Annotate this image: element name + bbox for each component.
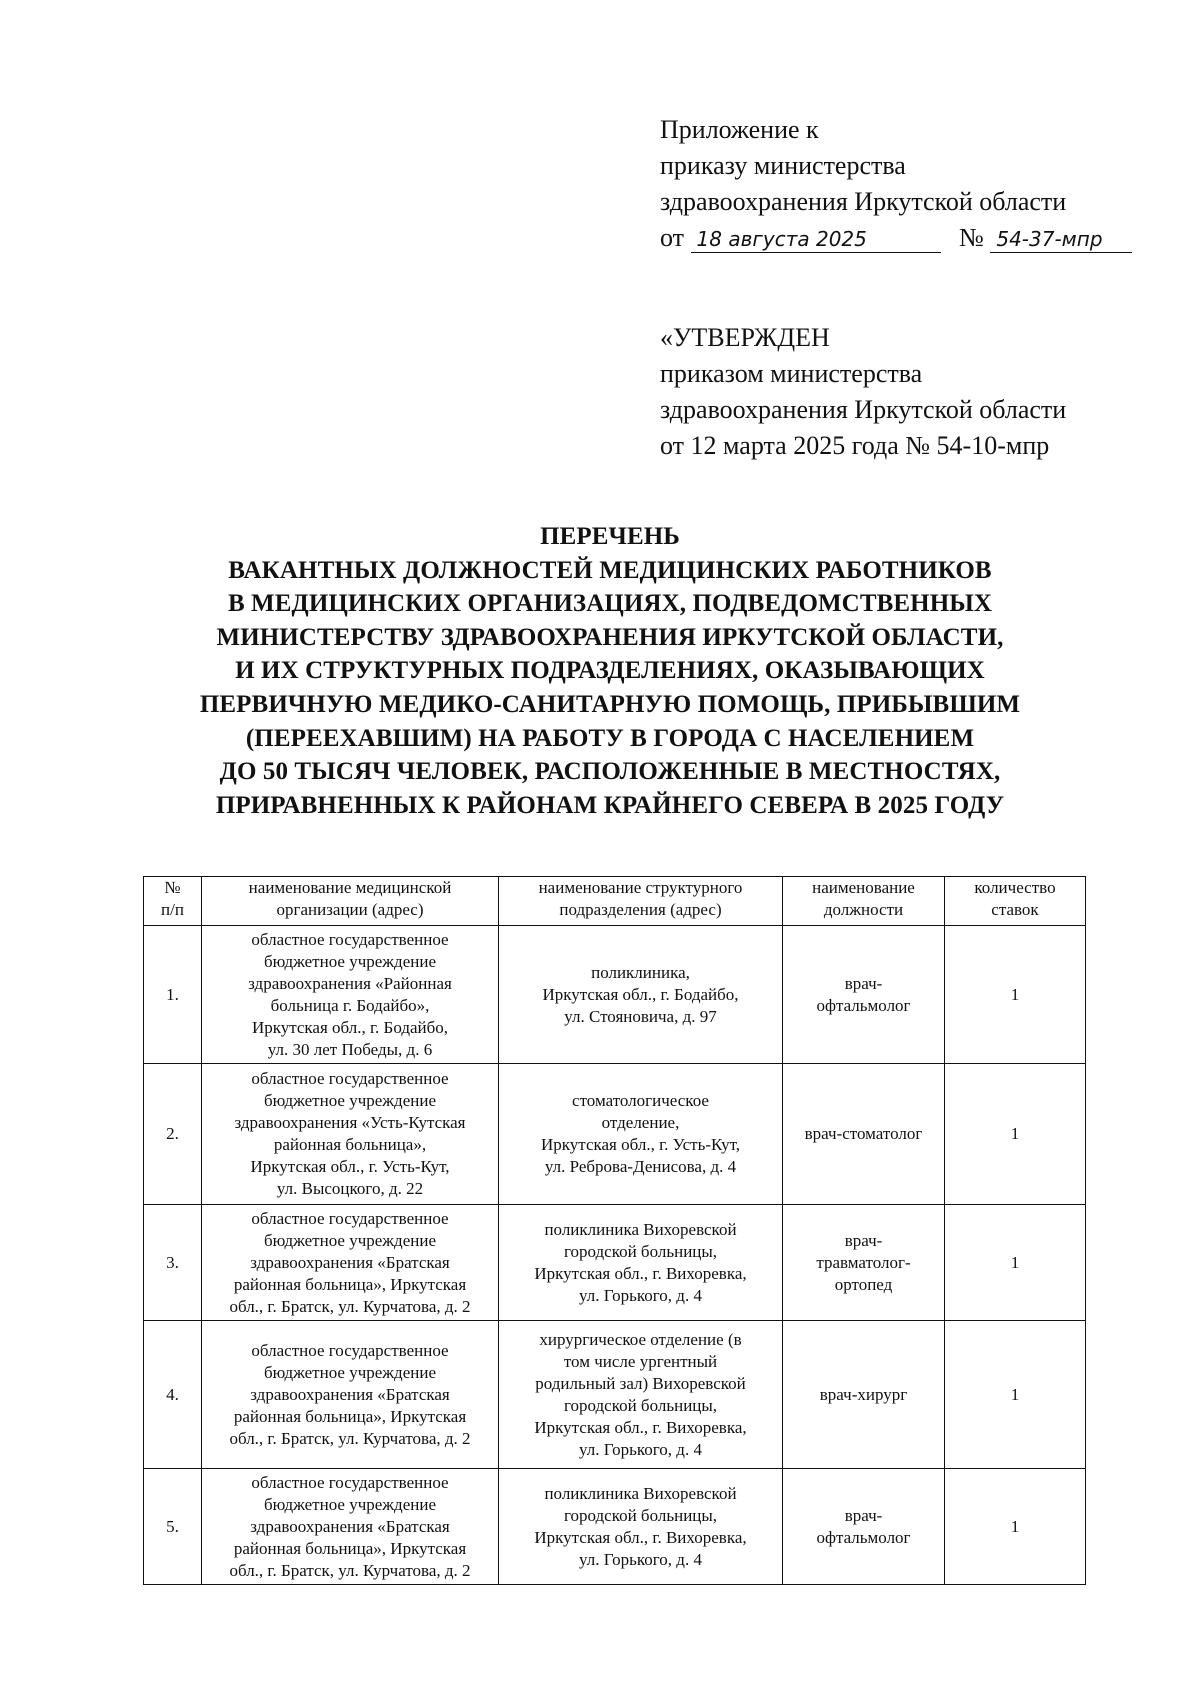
table-row — [144, 1469, 1086, 1585]
appendix-line: приказу министерства — [660, 151, 906, 180]
cell-line: бюджетное учреждение — [263, 1091, 436, 1110]
cell-line: районная больница», Иркутская — [233, 1406, 467, 1426]
cell-line: районная больница», Иркутская — [233, 1538, 467, 1558]
cell-unit — [499, 1321, 783, 1469]
table-row — [144, 926, 1086, 1064]
header-line: количество — [974, 878, 1056, 897]
cell-line: Иркутская обл., г. Бодайбо, — [251, 1017, 449, 1037]
title-line: МИНИСТЕРСТВУ ЗДРАВООХРАНЕНИЯ ИРКУТСКОЙ ОБЛАСТИ, — [216, 623, 1004, 651]
document-title — [130, 520, 1090, 822]
cell-line: ул. Горького, д. 4 — [579, 1439, 702, 1459]
vacancies-table — [143, 876, 1086, 1585]
handwritten-date: 18 августа 2025 — [691, 226, 941, 253]
cell-line: врач- — [844, 973, 883, 993]
cell-count: 1 — [945, 1469, 1086, 1585]
cell-line: врач- — [844, 1230, 883, 1250]
approved-block — [660, 320, 1066, 464]
cell-line: обл., г. Братск, ул. Курчатова, д. 2 — [229, 1296, 471, 1316]
number-prefix: № — [959, 223, 984, 252]
title-line: (ПЕРЕЕХАВШИМ) НА РАБОТУ В ГОРОДА С НАСЕЛЕНИЕМ — [245, 724, 975, 752]
header-count — [945, 877, 1086, 926]
cell-line: областное государственное — [251, 1340, 449, 1360]
table-row — [144, 1205, 1086, 1321]
cell-line: Иркутская обл., г. Вихоревка, — [534, 1527, 747, 1547]
cell-num: 3. — [144, 1205, 202, 1321]
title-line: ВАКАНТНЫХ ДОЛЖНОСТЕЙ МЕДИЦИНСКИХ РАБОТНИКОВ — [228, 556, 992, 584]
title-line: В МЕДИЦИНСКИХ ОРГАНИЗАЦИЯХ, ПОДВЕДОМСТВЕННЫХ — [227, 590, 993, 618]
cell-line: стоматологическое — [572, 1091, 709, 1110]
cell-count: 1 — [945, 1205, 1086, 1321]
cell-organization — [202, 1469, 499, 1585]
title-line: ПЕРВИЧНУЮ МЕДИКО-САНИТАРНУЮ ПОМОЩЬ, ПРИБЫВШИМ — [199, 690, 1021, 718]
cell-line: районная больница», Иркутская — [233, 1274, 467, 1294]
appendix-line: здравоохранения Иркутской области — [660, 187, 1067, 216]
cell-line: родильный зал) Вихоревской — [535, 1373, 746, 1393]
cell-line: Иркутская обл., г. Усть-Кут, — [250, 1157, 450, 1176]
header-num — [144, 877, 202, 926]
cell-line: врач-хирург — [819, 1384, 908, 1404]
cell-line: бюджетное учреждение — [263, 1362, 436, 1382]
cell-line: ул. Высоцкого, д. 22 — [276, 1179, 424, 1198]
cell-line: здравоохранения «Усть-Кутская — [234, 1113, 466, 1132]
cell-line: бюджетное учреждение — [263, 1494, 436, 1514]
cell-line: городской больницы, — [563, 1395, 718, 1415]
cell-num: 2. — [144, 1064, 202, 1205]
cell-organization — [202, 1321, 499, 1469]
cell-line: обл., г. Братск, ул. Курчатова, д. 2 — [229, 1560, 471, 1580]
cell-line: ул. Горького, д. 4 — [579, 1549, 702, 1569]
cell-line: том числе ургентный — [563, 1351, 718, 1371]
cell-unit — [499, 1469, 783, 1585]
table-row — [144, 1064, 1086, 1205]
cell-line: здравоохранения «Районная — [248, 973, 452, 993]
header-line: организации (адрес) — [276, 900, 424, 919]
cell-line: здравоохранения «Братская — [250, 1516, 450, 1536]
header-line: должности — [823, 900, 904, 919]
header-line: подразделения (адрес) — [559, 900, 722, 919]
header-line: № — [164, 878, 181, 897]
cell-position — [783, 1205, 945, 1321]
cell-line: районная больница», — [273, 1135, 427, 1154]
cell-line: поликлиника Вихоревской — [544, 1483, 737, 1503]
cell-line: городской больницы, — [563, 1241, 718, 1261]
header-line: наименование структурного — [538, 878, 743, 897]
cell-position — [783, 1064, 945, 1205]
cell-line: бюджетное учреждение — [263, 1230, 436, 1250]
cell-line: Иркутская обл., г. Вихоревка, — [534, 1417, 747, 1437]
cell-line: больница г. Бодайбо», — [270, 995, 430, 1015]
cell-line: травматолог- — [816, 1252, 911, 1272]
cell-line: хирургическое отделение (в — [539, 1329, 742, 1349]
cell-line: ул. 30 лет Победы, д. 6 — [267, 1039, 433, 1059]
cell-organization — [202, 1064, 499, 1205]
cell-num: 1. — [144, 926, 202, 1064]
cell-organization — [202, 926, 499, 1064]
cell-line: здравоохранения «Братская — [250, 1384, 450, 1404]
cell-line: ул. Реброва-Денисова, д. 4 — [544, 1157, 737, 1176]
approved-line: «УТВЕРЖДЕН — [660, 323, 830, 352]
approved-line: от 12 марта 2025 года № 54-10-мпр — [660, 431, 1050, 460]
cell-unit — [499, 926, 783, 1064]
cell-unit — [499, 1064, 783, 1205]
cell-line: офтальмолог — [816, 1527, 911, 1547]
title-line: ПЕРЕЧЕНЬ — [540, 523, 680, 550]
title-line: ДО 50 ТЫСЯЧ ЧЕЛОВЕК, РАСПОЛОЖЕННЫЕ В МЕСТНОСТЯХ, — [219, 758, 1001, 786]
cell-line: врач-стоматолог — [804, 1124, 923, 1143]
cell-line: областное государственное — [251, 1472, 449, 1492]
appendix-block — [660, 112, 1132, 256]
cell-position — [783, 1321, 945, 1469]
title-line: И ИХ СТРУКТУРНЫХ ПОДРАЗДЕЛЕНИЯХ, ОКАЗЫВАЮЩИХ — [235, 657, 985, 685]
cell-count: 1 — [945, 926, 1086, 1064]
cell-line: поликлиника Вихоревской — [544, 1219, 737, 1239]
header-line: п/п — [161, 900, 184, 919]
cell-line: областное государственное — [251, 1208, 449, 1228]
approved-line: здравоохранения Иркутской области — [660, 395, 1067, 424]
cell-count: 1 — [945, 1064, 1086, 1205]
header-position — [783, 877, 945, 926]
cell-line: поликлиника, — [591, 962, 690, 982]
cell-line: обл., г. Братск, ул. Курчатова, д. 2 — [229, 1428, 471, 1448]
cell-position — [783, 926, 945, 1064]
cell-num: 5. — [144, 1469, 202, 1585]
date-prefix: от — [660, 223, 685, 252]
cell-line: областное государственное — [251, 929, 449, 949]
header-organization — [202, 877, 499, 926]
header-line: наименование — [812, 878, 915, 897]
cell-line: здравоохранения «Братская — [250, 1252, 450, 1272]
cell-line: городской больницы, — [563, 1505, 718, 1525]
header-unit — [499, 877, 783, 926]
cell-position — [783, 1469, 945, 1585]
cell-line: Иркутская обл., г. Бодайбо, — [542, 984, 739, 1004]
cell-num: 4. — [144, 1321, 202, 1469]
cell-line: офтальмолог — [816, 995, 911, 1015]
handwritten-number: 54-37-мпр — [990, 226, 1132, 253]
cell-line: врач- — [844, 1505, 883, 1525]
cell-line: Иркутская обл., г. Усть-Кут, — [541, 1135, 740, 1154]
cell-line: отделение, — [601, 1113, 680, 1132]
cell-line: ул. Стояновича, д. 97 — [564, 1006, 717, 1026]
header-line: наименование медицинской — [248, 878, 452, 897]
appendix-date-line — [660, 220, 1132, 256]
cell-line: ортопед — [834, 1274, 893, 1294]
cell-line: ул. Горького, д. 4 — [579, 1285, 702, 1305]
table-row — [144, 1321, 1086, 1469]
table-header-row — [144, 877, 1086, 926]
title-line: ПРИРАВНЕННЫХ К РАЙОНАМ КРАЙНЕГО СЕВЕРА В 2025 ГОДУ — [215, 791, 1005, 819]
cell-unit — [499, 1205, 783, 1321]
header-line: ставок — [991, 900, 1039, 919]
approved-line: приказом министерства — [660, 359, 923, 388]
cell-count: 1 — [945, 1321, 1086, 1469]
cell-line: областное государственное — [251, 1069, 449, 1088]
cell-line: Иркутская обл., г. Вихоревка, — [534, 1263, 747, 1283]
cell-line: бюджетное учреждение — [263, 951, 436, 971]
cell-organization — [202, 1205, 499, 1321]
appendix-line: Приложение к — [660, 115, 819, 144]
